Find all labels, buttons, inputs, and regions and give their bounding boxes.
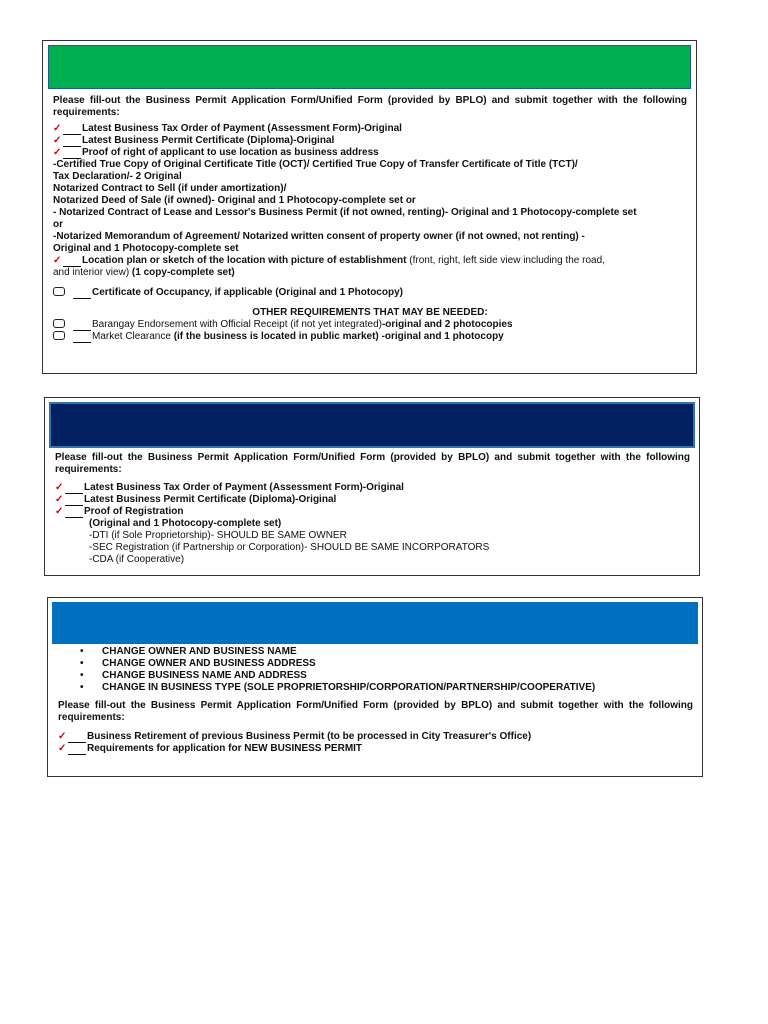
requirement-detail: -DTI (if Sole Proprietorship)- SHOULD BE SAME OWNER — [89, 530, 347, 541]
requirement-detail: Tax Declaration/- 2 Original — [53, 171, 182, 182]
card-header-banner — [48, 45, 691, 89]
requirement-item: ✓ Latest Business Permit Certificate (Diploma)-Original — [55, 494, 337, 505]
check-mark-icon: ✓ — [53, 255, 62, 266]
requirement-detail: -SEC Registration (if Partnership or Corporation)- SHOULD BE SAME INCORPORATORS — [89, 542, 490, 553]
check-mark-icon: ✓ — [53, 147, 62, 158]
blank-line — [63, 137, 81, 147]
requirement-item: Certificate of Occupancy, if applicable (Original and 1 Photocopy) — [53, 287, 687, 299]
blank-line — [68, 733, 86, 743]
requirement-detail: Notarized Deed of Sale (if owned)- Original and 1 Photocopy-complete set or — [53, 195, 416, 206]
renewal-permit-card — [44, 397, 700, 576]
requirement-item: ✓ Proof of right of applicant to use location as business address — [53, 147, 379, 158]
card-header-banner — [49, 402, 695, 448]
card-header-banner — [52, 602, 698, 644]
requirement-item: Market Clearance (if the business is located in public market) -original and 1 photocopy — [53, 331, 687, 343]
requirement-detail: - Notarized Contract of Lease and Lessor's Business Permit (if not owned, renting)- Original and 1 Photocopy-complete set — [53, 207, 637, 218]
blank-line — [65, 496, 83, 506]
change-type-bullet: • CHANGE OWNER AND BUSINESS NAME — [58, 646, 693, 658]
card-body — [53, 95, 687, 343]
blank-line — [73, 289, 91, 299]
requirement-detail: and interior view) (1 copy-complete set) — [53, 267, 235, 278]
requirement-detail: -Certified True Copy of Original Certificate Title (OCT)/ Certified True Copy of Transfer Certificate of Title (TCT)/ — [53, 159, 578, 170]
blank-line — [73, 333, 91, 343]
blank-line — [65, 508, 83, 518]
requirement-item: ✓ Latest Business Tax Order of Payment (Assessment Form)-Original — [53, 123, 402, 134]
requirement-item: ✓ Latest Business Permit Certificate (Diploma)-Original — [53, 135, 335, 146]
card-body — [55, 452, 690, 566]
change-type-bullet: • CHANGE IN BUSINESS TYPE (SOLE PROPRIETORSHIP/CORPORATION/PARTNERSHIP/COOPERATIVE) — [58, 682, 693, 694]
new-permit-card — [42, 40, 697, 374]
requirement-detail: Original and 1 Photocopy-complete set — [53, 243, 239, 254]
blank-line — [63, 257, 81, 267]
blank-line — [63, 149, 81, 159]
requirement-item: ✓ Requirements for application for NEW BUSINESS PERMIT — [58, 743, 363, 754]
change-permit-card — [47, 597, 703, 777]
requirement-detail: -CDA (if Cooperative) — [89, 554, 185, 565]
change-type-bullet: • CHANGE OWNER AND BUSINESS ADDRESS — [58, 658, 693, 670]
blank-line — [73, 321, 91, 331]
requirement-item: ✓ Proof of Registration — [55, 506, 184, 517]
requirement-item: ✓ Latest Business Tax Order of Payment (Assessment Form)-Original — [55, 482, 404, 493]
requirement-item: Barangay Endorsement with Official Receipt (if not yet integrated)-original and 2 photocopies — [53, 319, 687, 331]
requirement-item: ✓ Business Retirement of previous Business Permit (to be processed in City Treasurer's Office) — [58, 731, 532, 742]
check-mark-icon: ✓ — [58, 743, 67, 754]
requirement-detail: -Notarized Memorandum of Agreement/ Notarized written consent of property owner (if not owned, not renting) - — [53, 231, 585, 242]
change-type-bullet: • CHANGE BUSINESS NAME AND ADDRESS — [58, 670, 693, 682]
instructions: Please fill-out the Business Permit Application Form/Unified Form (provided by BPLO) and submit together with the following requirements: — [55, 452, 690, 475]
instructions: Please fill-out the Business Permit Application Form/Unified Form (provided by BPLO) and submit together with the following requirements: — [58, 700, 693, 723]
card-body — [58, 646, 693, 755]
requirement-detail: (Original and 1 Photocopy-complete set) — [89, 518, 282, 529]
check-mark-icon: ✓ — [58, 731, 67, 742]
requirement-detail: or — [53, 219, 63, 230]
requirement-item: ✓ Location plan or sketch of the location with picture of establishment (front, right, left side view including the road, — [53, 255, 605, 266]
requirement-detail: Notarized Contract to Sell (if under amortization)/ — [53, 183, 287, 194]
instructions: Please fill-out the Business Permit Application Form/Unified Form (provided by BPLO) and submit together with the following requirements: — [53, 95, 687, 118]
checkbox-icon[interactable] — [53, 331, 65, 340]
checkbox-icon[interactable] — [53, 287, 65, 296]
blank-line — [65, 484, 83, 494]
checkbox-icon[interactable] — [53, 319, 65, 328]
check-mark-icon: ✓ — [53, 123, 62, 134]
blank-line — [63, 125, 81, 135]
check-mark-icon: ✓ — [55, 494, 64, 505]
blank-line — [68, 745, 86, 755]
section-heading: OTHER REQUIREMENTS THAT MAY BE NEEDED: — [252, 307, 488, 318]
check-mark-icon: ✓ — [55, 482, 64, 493]
check-mark-icon: ✓ — [55, 506, 64, 517]
check-mark-icon: ✓ — [53, 135, 62, 146]
